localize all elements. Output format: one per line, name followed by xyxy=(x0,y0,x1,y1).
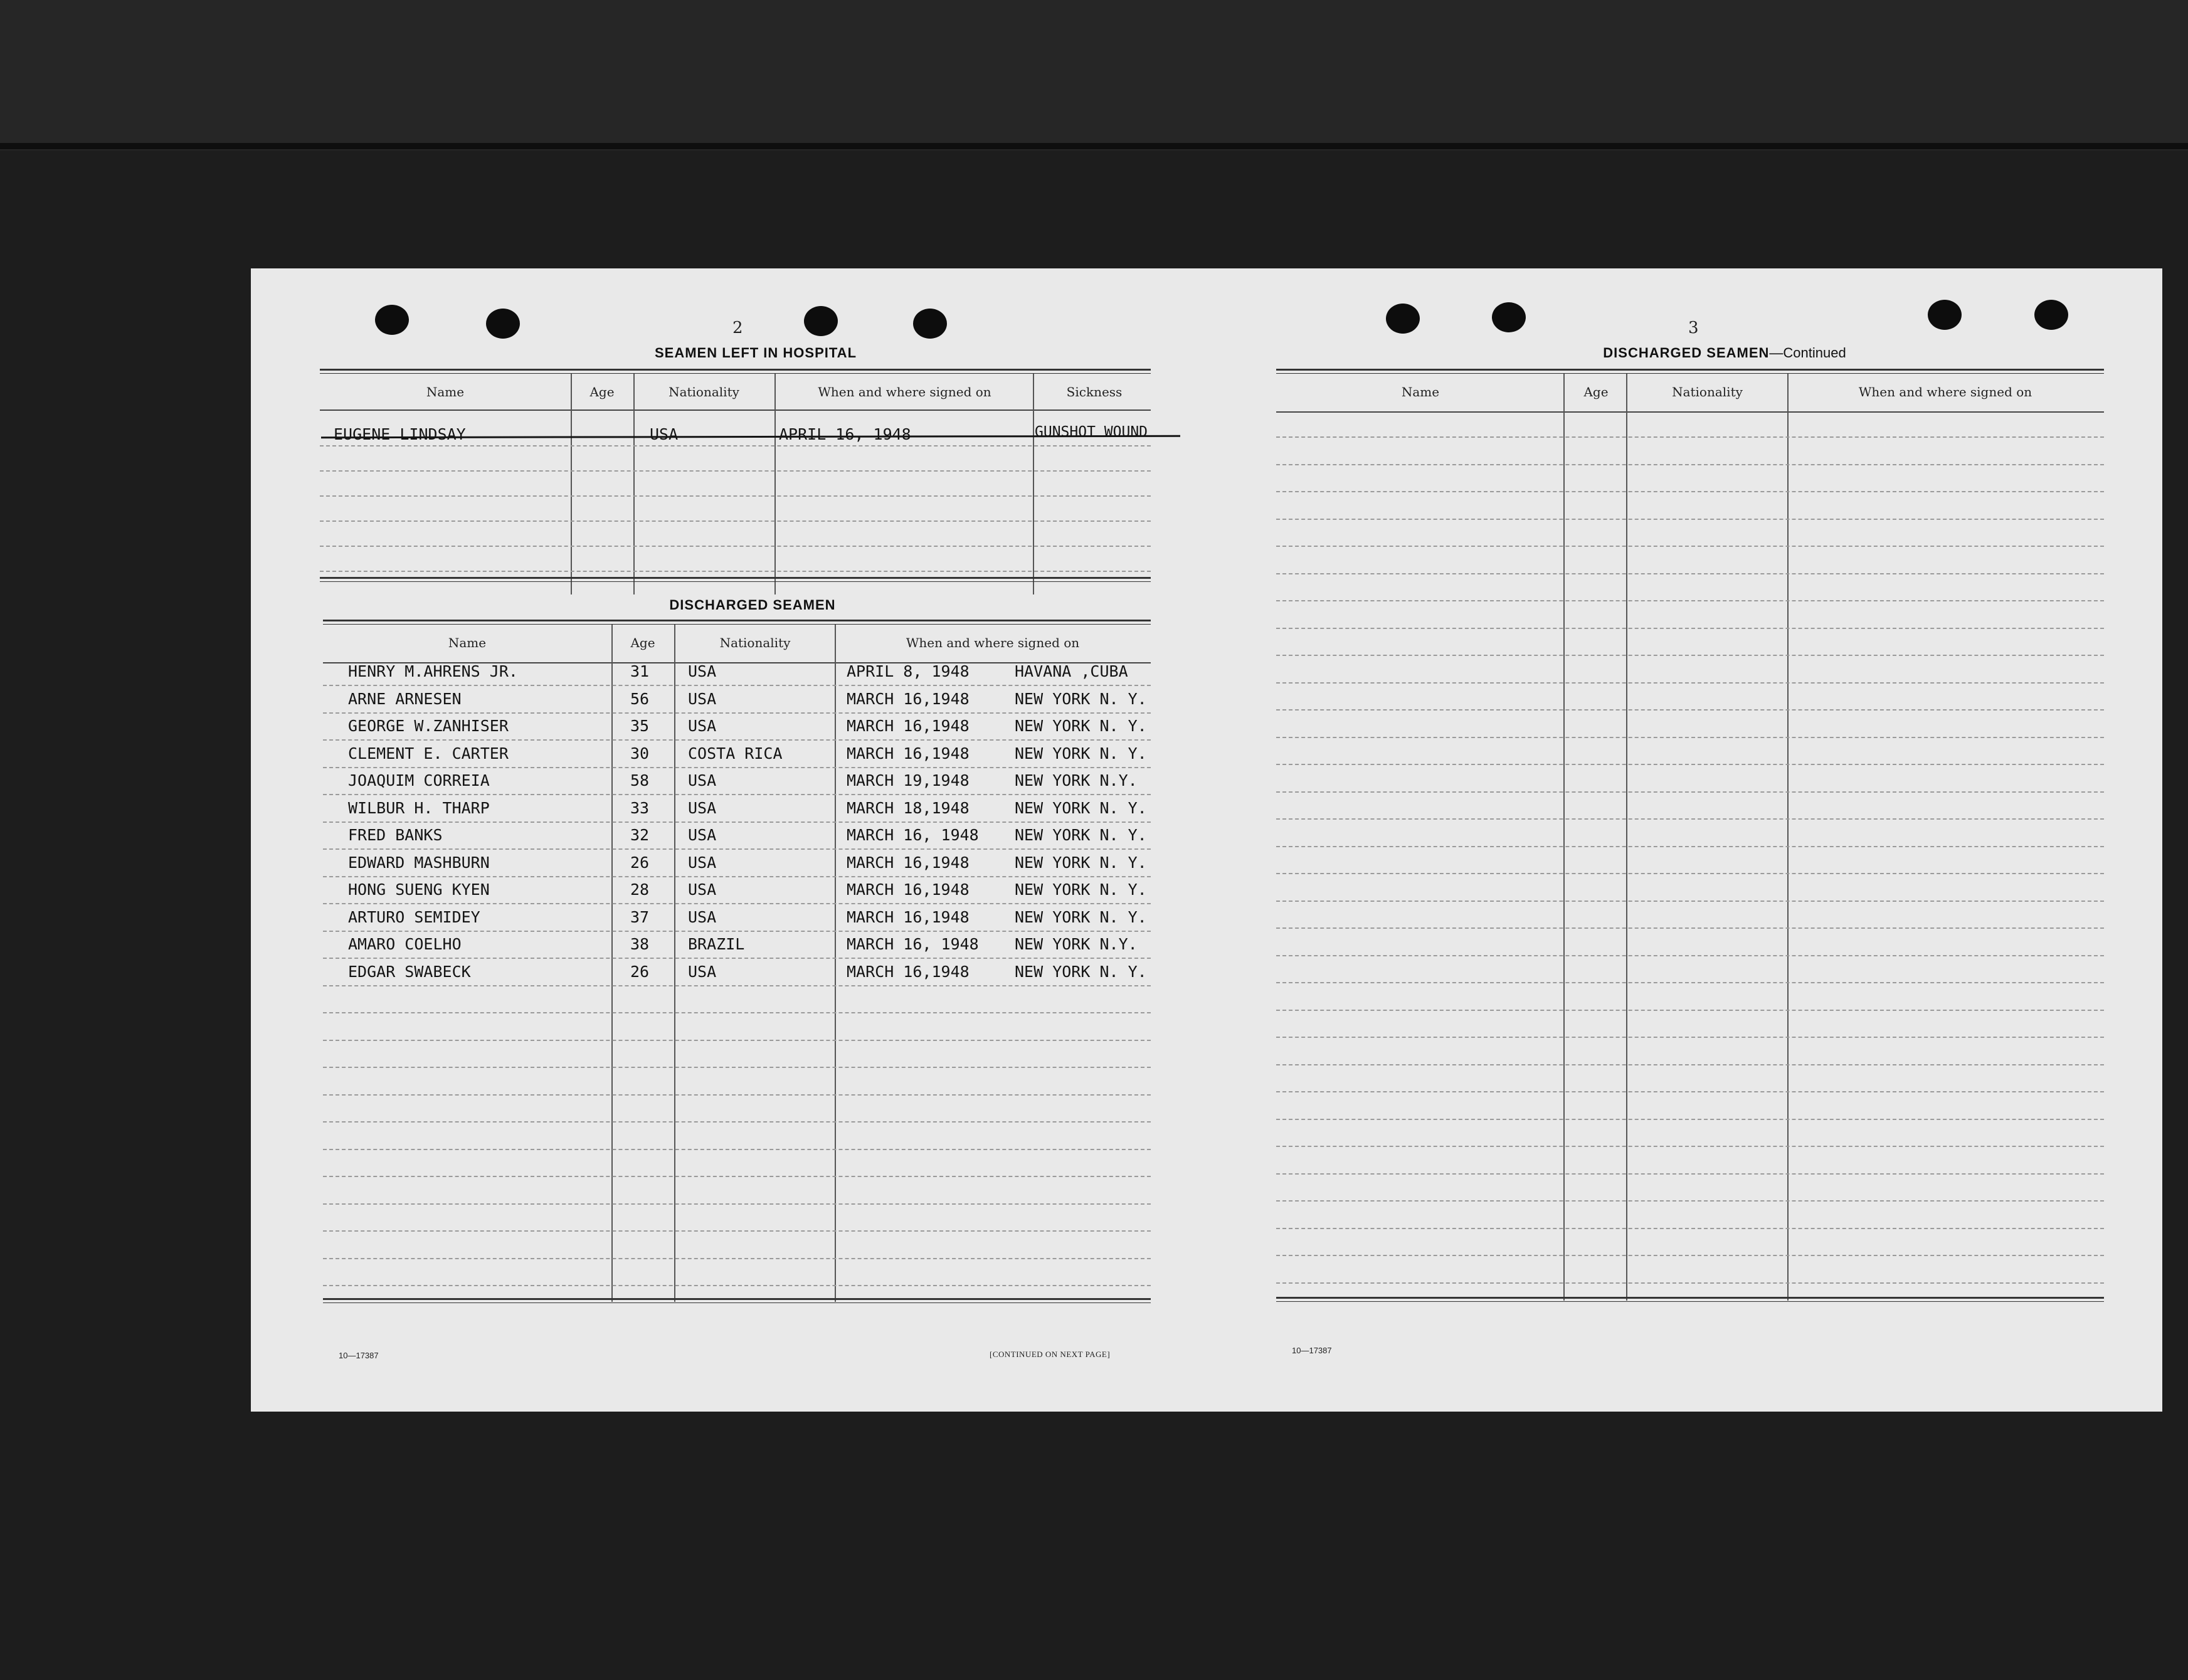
row-line xyxy=(1276,464,2104,465)
row-line xyxy=(1276,600,2104,601)
seaman-name: WILBUR H. THARP xyxy=(348,798,490,817)
hospital-top-rule xyxy=(320,369,1151,374)
seaman-nationality: USA xyxy=(688,717,717,735)
row-line xyxy=(323,822,1151,823)
seaman-nationality: USA xyxy=(688,853,717,872)
hospital-divider xyxy=(633,374,635,594)
row-line xyxy=(320,470,1151,472)
row-line xyxy=(1276,901,2104,902)
seaman-age: 31 xyxy=(630,662,650,680)
seaman-age: 37 xyxy=(630,907,650,926)
seaman-name: GEORGE W.ZANHISER xyxy=(348,717,509,735)
hospital-divider xyxy=(774,374,776,594)
row-line xyxy=(323,876,1151,877)
punch-hole xyxy=(486,309,520,339)
seaman-name: ARNE ARNESEN xyxy=(348,689,462,708)
punch-hole xyxy=(913,309,947,339)
hospital-section-title: SEAMEN LEFT IN HOSPITAL xyxy=(654,345,857,361)
scan-background-top xyxy=(0,0,2188,151)
seaman-signed-date: MARCH 16,1948 xyxy=(847,717,970,735)
seaman-age: 56 xyxy=(630,689,650,708)
seaman-nationality: USA xyxy=(688,826,717,844)
seaman-nationality: USA xyxy=(688,880,717,899)
row-line xyxy=(323,1149,1151,1150)
seaman-signed-date: MARCH 18,1948 xyxy=(847,798,970,817)
seaman-nationality: USA xyxy=(688,662,717,680)
row-line xyxy=(323,1094,1151,1096)
row-line xyxy=(323,1040,1151,1041)
seaman-name: CLEMENT E. CARTER xyxy=(348,744,509,763)
hospital-bottom-rule xyxy=(320,577,1151,582)
seaman-nationality: COSTA RICA xyxy=(688,744,783,763)
seaman-signed-place: HAVANA ,CUBA xyxy=(1015,662,1128,680)
row-line xyxy=(1276,873,2104,874)
hospital-col-nationality: Nationality xyxy=(669,384,739,399)
row-line xyxy=(323,931,1151,932)
punch-hole xyxy=(804,306,838,336)
seaman-signed-place: NEW YORK N. Y. xyxy=(1015,744,1147,763)
row-line xyxy=(1276,1010,2104,1011)
punch-hole xyxy=(2034,300,2068,330)
hospital-entry-nationality: USA xyxy=(650,425,679,443)
row-line xyxy=(320,495,1151,497)
hospital-col-sickness: Sickness xyxy=(1066,384,1123,399)
seaman-signed-date: MARCH 16,1948 xyxy=(847,689,970,708)
row-line xyxy=(1276,955,2104,956)
discharged-col-name: Name xyxy=(448,635,487,650)
row-line xyxy=(320,546,1151,547)
row-line xyxy=(1276,1173,2104,1175)
seaman-nationality: USA xyxy=(688,771,717,790)
row-line xyxy=(323,685,1151,686)
row-line xyxy=(1276,682,2104,684)
row-line xyxy=(323,1067,1151,1068)
discharged-divider xyxy=(835,625,836,1302)
row-line xyxy=(1276,491,2104,492)
row-line xyxy=(323,1285,1151,1286)
seaman-signed-date: MARCH 16,1948 xyxy=(847,853,970,872)
punch-hole xyxy=(375,305,409,335)
row-line xyxy=(323,958,1151,959)
discharged-col-signed-on: When and where signed on xyxy=(906,635,1080,650)
seaman-signed-date: APRIL 8, 1948 xyxy=(847,662,970,680)
row-line xyxy=(1276,628,2104,629)
seaman-age: 26 xyxy=(630,962,650,981)
row-line xyxy=(1276,1282,2104,1284)
row-line xyxy=(323,1121,1151,1123)
seaman-age: 35 xyxy=(630,717,650,735)
seaman-age: 32 xyxy=(630,826,650,844)
hospital-col-signed-on: When and where signed on xyxy=(818,384,991,399)
continued-section-title-main: DISCHARGED SEAMEN xyxy=(1603,345,1770,361)
seaman-name: EDWARD MASHBURN xyxy=(348,853,490,872)
seaman-age: 30 xyxy=(630,744,650,763)
row-line xyxy=(1276,1064,2104,1065)
hospital-entry-date: APRIL 16, 1948 xyxy=(779,425,911,443)
row-line xyxy=(1276,982,2104,983)
row-line xyxy=(323,1176,1151,1177)
row-line xyxy=(1276,927,2104,929)
seaman-signed-place: NEW YORK N. Y. xyxy=(1015,717,1147,735)
continued-section-title xyxy=(1552,345,1897,361)
row-line xyxy=(1276,573,2104,574)
hospital-header-rule xyxy=(320,409,1151,411)
right-divider xyxy=(1563,374,1565,1301)
seaman-name: HONG SUENG KYEN xyxy=(348,880,490,899)
seaman-signed-date: MARCH 16, 1948 xyxy=(847,935,979,953)
seaman-nationality: USA xyxy=(688,907,717,926)
seaman-signed-place: NEW YORK N. Y. xyxy=(1015,962,1147,981)
hospital-divider xyxy=(1033,374,1034,594)
right-col-nationality: Nationality xyxy=(1672,384,1743,399)
seaman-name: JOAQUIM CORREIA xyxy=(348,771,490,790)
discharged-divider xyxy=(674,625,675,1302)
seaman-signed-date: MARCH 16,1948 xyxy=(847,907,970,926)
seaman-age: 33 xyxy=(630,798,650,817)
right-divider xyxy=(1787,374,1789,1301)
seaman-signed-date: MARCH 16,1948 xyxy=(847,744,970,763)
scan-background-stripe xyxy=(0,143,2188,149)
seaman-signed-place: NEW YORK N. Y. xyxy=(1015,826,1147,844)
seaman-nationality: BRAZIL xyxy=(688,935,745,953)
hospital-entry-name: EUGENE LINDSAY xyxy=(334,425,466,443)
row-line xyxy=(1276,546,2104,547)
punch-hole xyxy=(1928,300,1962,330)
right-divider xyxy=(1626,374,1627,1301)
row-line xyxy=(1276,1255,2104,1256)
seaman-age: 38 xyxy=(630,935,650,953)
right-col-age: Age xyxy=(1583,384,1609,399)
seaman-signed-date: MARCH 19,1948 xyxy=(847,771,970,790)
hospital-col-age: Age xyxy=(589,384,615,399)
seaman-nationality: USA xyxy=(688,798,717,817)
discharged-divider xyxy=(611,625,613,1302)
row-line xyxy=(323,1258,1151,1259)
row-line xyxy=(323,985,1151,986)
row-line xyxy=(1276,846,2104,847)
seaman-name: FRED BANKS xyxy=(348,826,443,844)
page-number-right: 3 xyxy=(1688,319,1699,337)
row-line xyxy=(1276,764,2104,765)
seaman-signed-place: NEW YORK N. Y. xyxy=(1015,853,1147,872)
seaman-age: 28 xyxy=(630,880,650,899)
page-number-left: 2 xyxy=(732,319,743,337)
form-number-right: 10—17387 xyxy=(1292,1346,1332,1355)
row-line xyxy=(1276,1119,2104,1120)
hospital-entry-sickness: GUNSHOT WOUND xyxy=(1035,424,1148,440)
seaman-name: ARTURO SEMIDEY xyxy=(348,907,480,926)
row-line xyxy=(1276,1228,2104,1229)
seaman-name: EDGAR SWABECK xyxy=(348,962,471,981)
row-line xyxy=(1276,436,2104,438)
hospital-col-name: Name xyxy=(426,384,465,399)
row-line xyxy=(1276,1091,2104,1092)
hospital-divider xyxy=(571,374,572,594)
row-line xyxy=(320,571,1151,572)
seaman-signed-date: MARCH 16,1948 xyxy=(847,880,970,899)
row-line xyxy=(320,445,1151,446)
row-line xyxy=(1276,1200,2104,1202)
right-header-rule xyxy=(1276,411,2104,413)
right-col-signed-on: When and where signed on xyxy=(1858,384,2032,399)
discharged-col-nationality: Nationality xyxy=(719,635,791,650)
seaman-name: HENRY M.AHRENS JR. xyxy=(348,662,518,680)
seaman-signed-date: MARCH 16, 1948 xyxy=(847,826,979,844)
row-line xyxy=(1276,818,2104,820)
discharged-bottom-rule xyxy=(323,1298,1151,1303)
seaman-signed-place: NEW YORK N.Y. xyxy=(1015,771,1138,790)
row-line xyxy=(1276,737,2104,738)
row-line xyxy=(1276,709,2104,711)
row-line xyxy=(323,1012,1151,1013)
seaman-age: 26 xyxy=(630,853,650,872)
discharged-col-age: Age xyxy=(630,635,655,650)
seaman-signed-place: NEW YORK N. Y. xyxy=(1015,798,1147,817)
document-sheet xyxy=(251,268,2162,1412)
continued-note: [CONTINUED ON NEXT PAGE] xyxy=(990,1350,1111,1359)
seaman-name: AMARO COELHO xyxy=(348,935,462,953)
seaman-signed-place: NEW YORK N. Y. xyxy=(1015,880,1147,899)
form-number-left: 10—17387 xyxy=(339,1351,379,1360)
seaman-signed-date: MARCH 16,1948 xyxy=(847,962,970,981)
seaman-age: 58 xyxy=(630,771,650,790)
row-line xyxy=(323,1230,1151,1232)
seaman-signed-place: NEW YORK N.Y. xyxy=(1015,935,1138,953)
row-line xyxy=(1276,519,2104,520)
row-line xyxy=(320,520,1151,522)
punch-hole xyxy=(1386,304,1420,334)
right-top-rule xyxy=(1276,369,2104,374)
right-col-name: Name xyxy=(1401,384,1440,399)
row-line xyxy=(323,1203,1151,1205)
row-line xyxy=(323,903,1151,904)
punch-hole xyxy=(1492,302,1526,332)
seaman-nationality: USA xyxy=(688,689,717,708)
discharged-top-rule xyxy=(323,620,1151,625)
row-line xyxy=(1276,655,2104,656)
seaman-signed-place: NEW YORK N. Y. xyxy=(1015,907,1147,926)
row-line xyxy=(323,794,1151,795)
row-line xyxy=(323,739,1151,741)
row-line xyxy=(1276,1037,2104,1038)
seaman-nationality: USA xyxy=(688,962,717,981)
discharged-section-title: DISCHARGED SEAMEN xyxy=(669,597,836,613)
row-line xyxy=(323,848,1151,850)
row-line xyxy=(323,712,1151,714)
row-line xyxy=(1276,1146,2104,1147)
right-bottom-rule xyxy=(1276,1297,2104,1302)
row-line xyxy=(323,767,1151,768)
row-line xyxy=(1276,791,2104,793)
seaman-signed-place: NEW YORK N. Y. xyxy=(1015,689,1147,708)
continued-section-title-suffix: —Continued xyxy=(1769,345,1846,361)
